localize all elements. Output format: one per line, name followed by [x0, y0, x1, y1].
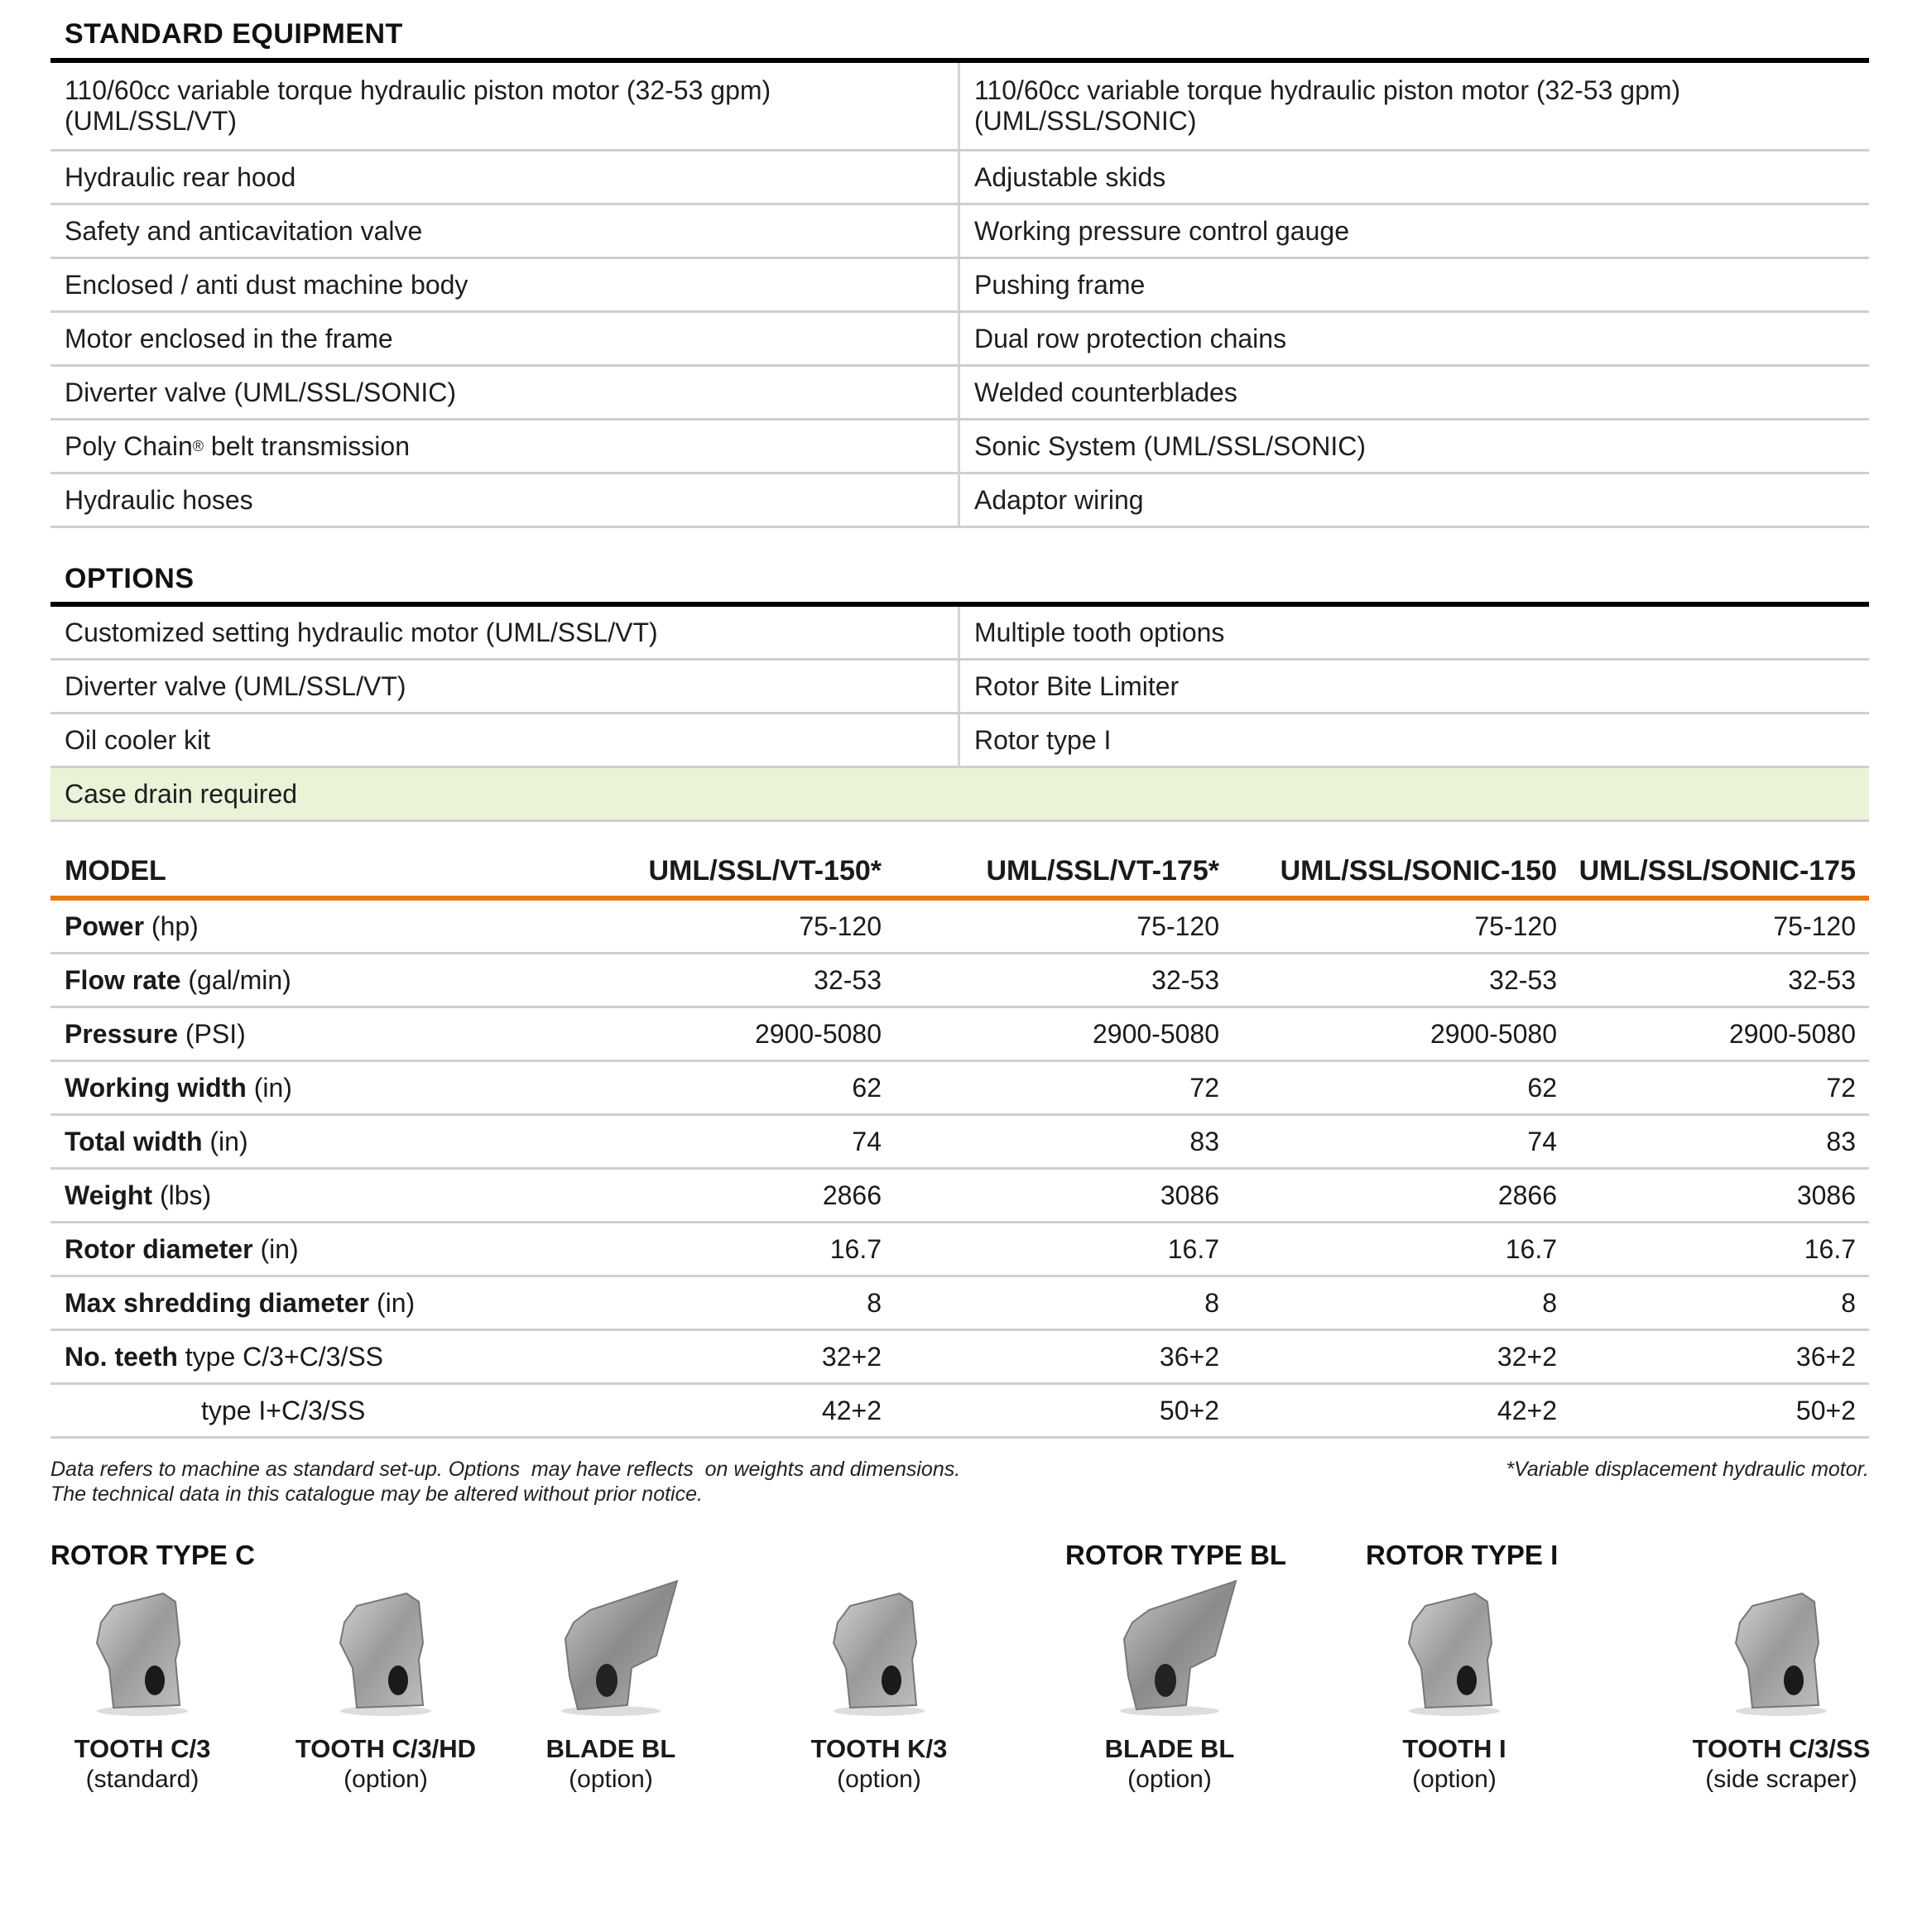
spec-value: 2900-5080	[754, 1018, 882, 1049]
spec-name: Working width	[65, 1072, 247, 1103]
spec-label	[50, 1180, 547, 1211]
tooth-subtitle: (option)	[1412, 1766, 1497, 1793]
equipment-item: Enclosed / anti dust machine body	[50, 259, 960, 310]
option-item: Customized setting hydraulic motor (UML/SSL/VT)	[50, 607, 960, 658]
spec-label	[50, 911, 547, 942]
spec-value: 16.7	[1167, 1233, 1219, 1264]
spec-value: 8	[1841, 1287, 1856, 1318]
spec-row	[50, 1008, 1869, 1062]
standard-equipment-table	[50, 63, 1869, 528]
spec-value: 8	[1542, 1287, 1557, 1318]
equipment-item: Poly Chain ® belt transmission	[50, 421, 960, 472]
spec-value: 74	[852, 1126, 882, 1156]
spec-value: 83	[1826, 1126, 1856, 1156]
spec-unit: (lbs)	[152, 1180, 212, 1210]
spec-row	[50, 954, 1869, 1008]
equipment-item: Dual row protection chains	[974, 323, 1287, 353]
tooth-card	[1347, 1577, 1562, 1794]
blade-bl-icon	[1062, 1577, 1277, 1718]
spec-label	[50, 1288, 547, 1319]
spec-name: No. teeth	[65, 1341, 178, 1372]
spec-value: 16.7	[1804, 1233, 1856, 1264]
spec-label	[50, 1234, 547, 1265]
option-item: Multiple tooth options	[974, 617, 1225, 647]
table-row	[50, 474, 1869, 528]
table-row	[50, 714, 1869, 768]
spec-name: Max shredding diameter	[65, 1287, 370, 1318]
spec-rows	[50, 901, 1869, 1439]
tooth-c3-icon	[35, 1577, 250, 1718]
spec-label	[50, 1396, 547, 1426]
spec-row	[50, 1116, 1869, 1170]
model-column-header: UML/SSL/SONIC-150	[1280, 855, 1557, 887]
options-table	[50, 607, 1869, 822]
spec-name: Rotor diameter	[65, 1233, 253, 1264]
spec-value: 2900-5080	[1728, 1018, 1856, 1049]
spec-value: 42+2	[1497, 1395, 1557, 1425]
spec-row	[50, 1170, 1869, 1223]
spec-name: Power	[65, 911, 145, 941]
spec-unit: (hp)	[144, 911, 199, 941]
spec-unit: (in)	[252, 1233, 299, 1264]
table-row	[50, 63, 1869, 151]
spec-name: Total width	[65, 1126, 203, 1156]
tooth-card	[35, 1577, 250, 1794]
spec-value: 8	[1204, 1287, 1219, 1318]
spec-row	[50, 1385, 1869, 1439]
equipment-item: Working pressure control gauge	[974, 215, 1349, 246]
spec-value: 32+2	[821, 1341, 882, 1372]
spec-value: 16.7	[1505, 1233, 1557, 1264]
footnote-right: *Variable displacement hydraulic motor.	[1506, 1458, 1869, 1481]
table-row	[50, 367, 1869, 421]
spec-name: Pressure	[65, 1018, 178, 1049]
spec-value: 50+2	[1159, 1395, 1219, 1425]
tooth-i-icon	[1347, 1577, 1562, 1718]
spec-unit: (in)	[369, 1287, 416, 1318]
footnote-line: Data refers to machine as standard set-up. Options may have reflects on weights and dimensions.	[50, 1458, 961, 1481]
option-item: Oil cooler kit	[50, 714, 960, 766]
tooth-card	[771, 1577, 987, 1794]
tooth-subtitle: (side scraper)	[1705, 1766, 1857, 1793]
spec-value: 36+2	[1159, 1341, 1219, 1372]
spec-label	[50, 1019, 547, 1050]
standard-equipment-title: STANDARD EQUIPMENT	[65, 18, 403, 50]
spec-row	[50, 1062, 1869, 1116]
spec-row	[50, 1331, 1869, 1385]
spec-value: 75-120	[1474, 911, 1557, 941]
spec-value: 16.7	[829, 1233, 882, 1264]
equipment-item: Pushing frame	[974, 269, 1146, 300]
spec-unit: type I+C/3/SS	[201, 1395, 366, 1425]
spec-unit: (in)	[246, 1072, 292, 1103]
equipment-item: 110/60cc variable torque hydraulic piston motor (32-53 gpm) (UML/SSL/VT)	[50, 63, 960, 149]
spec-table-header	[50, 844, 1869, 901]
equipment-item: Sonic System (UML/SSL/SONIC)	[974, 430, 1366, 461]
equipment-item: Diverter valve (UML/SSL/SONIC)	[50, 367, 960, 418]
table-row	[50, 259, 1869, 313]
spec-value: 72	[1826, 1072, 1856, 1103]
tooth-c3-ss-icon	[1674, 1577, 1889, 1718]
tooth-card	[503, 1577, 718, 1794]
equipment-item: Safety and anticavitation valve	[50, 205, 960, 257]
tooth-name: TOOTH C/3	[74, 1734, 211, 1763]
model-header-label: MODEL	[65, 855, 166, 887]
tooth-subtitle: (option)	[1127, 1766, 1212, 1793]
equipment-item: Motor enclosed in the frame	[50, 313, 960, 364]
spec-unit: type C/3+C/3/SS	[177, 1341, 384, 1372]
tooth-card	[1674, 1577, 1889, 1794]
spec-row	[50, 1223, 1869, 1277]
spec-value: 75-120	[799, 911, 882, 941]
tooth-subtitle: (option)	[837, 1766, 921, 1793]
tooth-card	[278, 1577, 493, 1794]
spec-value: 2866	[1497, 1180, 1557, 1210]
spec-value: 42+2	[821, 1395, 882, 1425]
tooth-name: TOOTH C/3/HD	[295, 1734, 477, 1763]
model-column-header: UML/SSL/SONIC-175	[1578, 855, 1856, 887]
spec-unit: (PSI)	[177, 1018, 246, 1049]
tooth-name: BLADE BL	[1104, 1734, 1235, 1763]
table-row	[50, 205, 1869, 259]
option-item: Diverter valve (UML/SSL/VT)	[50, 661, 960, 712]
equipment-item: Hydraulic rear hood	[50, 151, 960, 203]
spec-value: 3086	[1160, 1180, 1219, 1210]
spec-value: 50+2	[1795, 1395, 1856, 1425]
spec-name: Weight	[65, 1180, 153, 1210]
spec-value: 83	[1189, 1126, 1219, 1156]
table-row	[50, 661, 1869, 714]
tooth-card	[1062, 1577, 1277, 1794]
option-item: Rotor Bite Limiter	[974, 670, 1180, 701]
spec-value: 2900-5080	[1429, 1018, 1557, 1049]
spec-value: 72	[1189, 1072, 1219, 1103]
footnote-left	[50, 1457, 960, 1507]
spec-row	[50, 1277, 1869, 1331]
table-row	[50, 151, 1869, 205]
spec-value: 75-120	[1136, 911, 1219, 941]
spec-value: 32-53	[1489, 964, 1557, 995]
footnote-line: The technical data in this catalogue may be altered without prior notice.	[50, 1483, 703, 1506]
spec-value: 32+2	[1497, 1341, 1557, 1372]
spec-value: 3086	[1796, 1180, 1856, 1210]
spec-value: 75-120	[1773, 911, 1856, 941]
equipment-item: Welded counterblades	[974, 377, 1237, 407]
tooth-name: BLADE BL	[545, 1734, 676, 1763]
option-item: Rotor type I	[974, 724, 1112, 755]
model-column-header: UML/SSL/VT-175*	[986, 855, 1219, 887]
equipment-item-text: Poly Chain	[65, 430, 193, 461]
spec-label	[50, 965, 547, 996]
blade-bl-icon	[503, 1577, 718, 1718]
equipment-item: Hydraulic hoses	[50, 474, 960, 526]
model-column-header: UML/SSL/VT-150*	[648, 855, 882, 887]
tooth-name: TOOTH K/3	[810, 1734, 948, 1763]
equipment-item-text: belt transmission	[204, 430, 410, 461]
rotor-type-bl-title: ROTOR TYPE BL	[1065, 1540, 1287, 1570]
spec-row	[50, 901, 1869, 954]
spec-value: 62	[1527, 1072, 1557, 1103]
tooth-subtitle: (standard)	[85, 1766, 199, 1793]
tooth-subtitle: (option)	[344, 1766, 428, 1793]
spec-value: 2866	[822, 1180, 882, 1210]
tooth-c3-hd-icon	[278, 1577, 493, 1718]
spec-value: 32-53	[1788, 964, 1856, 995]
tooth-k3-icon	[771, 1577, 987, 1718]
spec-unit: (in)	[202, 1126, 248, 1156]
spec-value: 8	[867, 1287, 882, 1318]
table-row	[50, 607, 1869, 661]
tooth-subtitle: (option)	[569, 1766, 653, 1793]
spec-value: 74	[1527, 1126, 1557, 1156]
table-row	[50, 313, 1869, 367]
tooth-name: TOOTH C/3/SS	[1692, 1734, 1871, 1763]
spec-label	[50, 1127, 547, 1157]
highlight-row	[50, 768, 1869, 822]
equipment-item: Adaptor wiring	[974, 484, 1144, 515]
rotor-type-i-title: ROTOR TYPE I	[1366, 1540, 1559, 1570]
tooth-name: TOOTH I	[1402, 1734, 1506, 1763]
spec-label	[50, 1073, 547, 1103]
spec-name: Flow rate	[65, 964, 181, 995]
case-drain-note: Case drain required	[65, 778, 298, 809]
equipment-item: Adjustable skids	[974, 161, 1166, 192]
options-title: OPTIONS	[65, 563, 195, 594]
spec-value: 2900-5080	[1092, 1018, 1219, 1049]
table-row	[50, 421, 1869, 474]
equipment-item: 110/60cc variable torque hydraulic piston motor (32-53 gpm) (UML/SSL/SONIC)	[974, 75, 1681, 136]
spec-label	[50, 1342, 547, 1372]
rotor-type-c-title: ROTOR TYPE C	[50, 1540, 255, 1570]
spec-value: 32-53	[1151, 964, 1219, 995]
spec-unit: (gal/min)	[180, 964, 291, 995]
spec-value: 62	[852, 1072, 882, 1103]
spec-value: 32-53	[814, 964, 882, 995]
spec-value: 36+2	[1795, 1341, 1856, 1372]
spec-table	[50, 844, 1869, 1439]
